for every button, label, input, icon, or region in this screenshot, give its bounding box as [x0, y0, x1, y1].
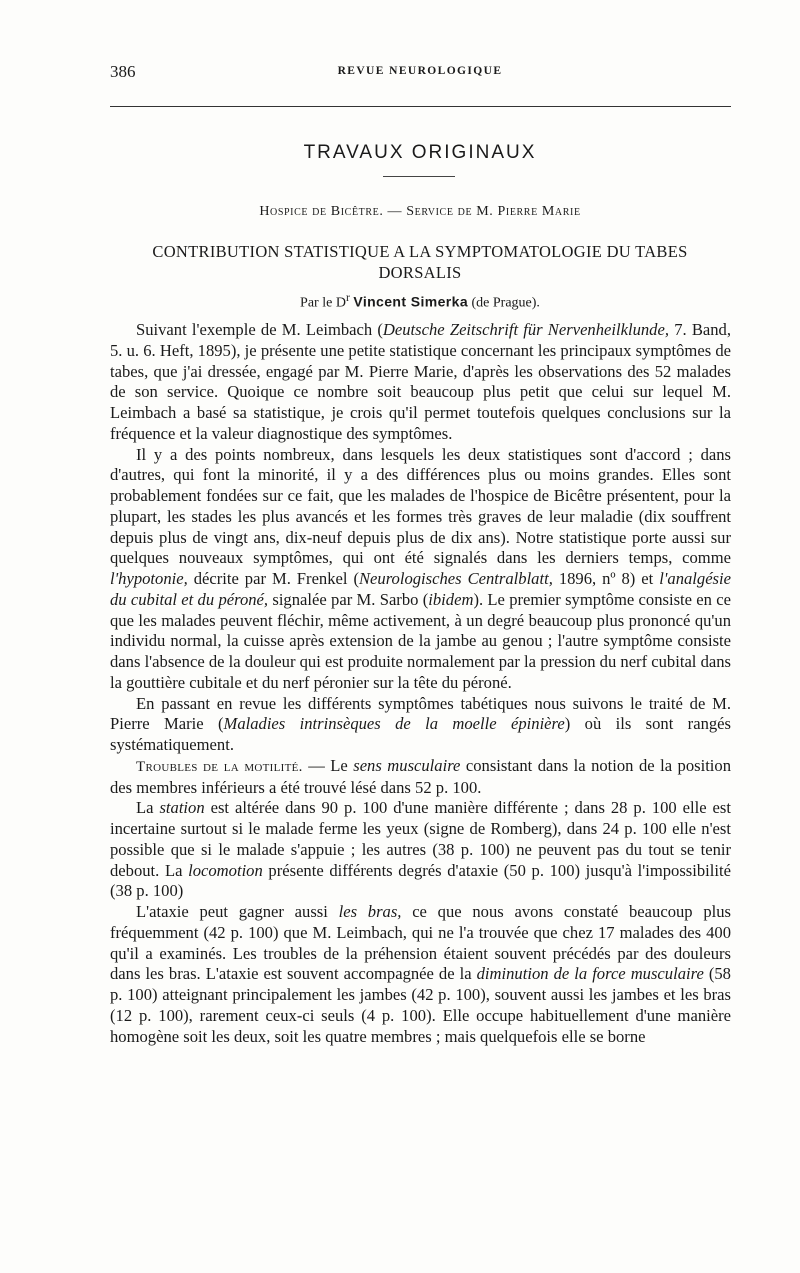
header-rule: [110, 106, 731, 107]
article-title-line-1: CONTRIBUTION STATISTIQUE A LA SYMPTOMATOLOGIE DU TABES: [152, 242, 688, 261]
section-title: TRAVAUX ORIGINAUX: [303, 142, 537, 163]
paragraph-text: L'ataxie peut gagner aussi: [136, 902, 339, 921]
byline-sup: r: [345, 291, 350, 304]
paragraph-text: La: [136, 798, 160, 818]
paragraph-text: présente différents degrés d'ataxie (50 p. 100) jusqu'à l'impossibilité (38 p. 100): [110, 860, 731, 901]
paragraph-text: Il y a des points nombreux, dans lesquels les deux statistiques sont d'accord ; dans d'autres, qui font la minorité, il y a des différences plus ou moins grandes. Elles sont probablement fondées sur ce fait, que les malades de l'hospice de Bicêtre présentent, pour la plupart, les stades les plus avancés et les formes très graves de leur maladie (dix souffrent depuis plus de vingt ans, dix-neuf depuis plus de dix ans). Notre statistique porte aussi sur quelques nouveaux symptômes, qui ont été signalés dans les derniers temps, comme: [110, 444, 731, 568]
author-name: Vincent Simerka: [353, 293, 469, 310]
body-paragraph: [110, 798, 731, 902]
paragraph-text: décrite par M. Frenkel (: [187, 569, 359, 588]
body-paragraph: [110, 320, 731, 445]
paragraph-text: ) où ils sont rangés systématiquement.: [110, 714, 731, 754]
paragraph-text: ). Le premier symptôme consiste en ce que les malades peuvent fléchir, même activement, à un degré beaucoup plus prononcé qu'un individu normal, la cuisse après extension de la jambe au genou ; l'autre symptôme consiste dans l'absence de la douleur qui est produite normalement par la pression du nerf cubital dans la gouttière cubitale et du nerf péronier sur la tête du péroné.: [110, 589, 731, 692]
italic-text: locomotion: [188, 860, 263, 880]
article-title: [110, 241, 730, 283]
body-paragraph: [110, 902, 731, 1047]
italic-text: ibidem: [428, 589, 474, 609]
paragraph-text: signalée par M. Sarbo (: [268, 589, 429, 609]
paragraph-text: — Le: [302, 755, 354, 775]
italic-text: Deutsche Zeitschrift für Nervenheilklunde,: [382, 320, 669, 339]
italic-text: l'analgésie du cubital et du péroné,: [110, 569, 731, 609]
article-title-line-2: DORSALIS: [378, 263, 462, 282]
body-paragraph: [110, 445, 731, 694]
paragraph-text: En passant en revue les différents symptômes tabétiques nous suivons le traité de M. Pierre Marie (: [110, 693, 731, 734]
author-affiliation: (de Prague).: [471, 295, 540, 311]
institution-line: Hospice de Bicêtre. — Service de M. Pierre Marie: [259, 204, 581, 219]
italic-text: station: [159, 798, 205, 818]
page-header: [110, 62, 730, 86]
subsection-heading: Troubles de la motilité.: [136, 758, 303, 775]
byline: [110, 291, 730, 312]
title-rule: [383, 176, 455, 177]
italic-text: Neurologisches Centralblatt,: [358, 569, 553, 588]
paragraph-text: 1896, nº 8) et: [552, 569, 660, 588]
byline-prefix: Par le D: [300, 295, 346, 311]
body-paragraph: [110, 694, 731, 756]
paragraph-text: (58 p. 100) atteignant principalement les jambes (42 p. 100), souvent aussi les jambes et les bras (12 p. 100), rarement ceux-ci seuls (4 p. 100). Elle occupe habituellement d'une manière homogène soit les deux, soit les quatre membres ; mais quelquefois elle se borne: [110, 964, 731, 1046]
italic-text: sens musculaire: [353, 755, 461, 775]
italic-text: les bras,: [338, 902, 402, 921]
italic-text: diminution de la force musculaire: [476, 964, 704, 984]
article-body: [110, 320, 731, 1047]
page-number: 386: [110, 62, 136, 81]
paragraph-text: consistant dans la notion de la position des membres inférieurs a été trouvé lésé dans 52 p. 100.: [110, 755, 732, 797]
paragraph-text: 7. Band, 5. u. 6. Heft, 1895), je présente une petite statistique concernant les principaux symptômes de tabes, que j'ai dressée, engagé par M. Pierre Marie, d'après les observations des 52 malades de son service. Quoique ce nombre soit beaucoup plus petit que celui sur lequel M. Leimbach a basé sa statistique, je crois qu'il permet toutefois quelques conclusions sur la fréquence et la valeur diagnostique des symptômes.: [110, 320, 732, 443]
italic-text: Maladies intrinsèques de la moelle épinière: [223, 714, 565, 734]
running-head: REVUE NEUROLOGIQUE: [337, 65, 503, 77]
italic-text: l'hypotonie,: [110, 569, 188, 588]
paragraph-text: Suivant l'exemple de M. Leimbach (: [136, 320, 383, 339]
body-paragraph: [110, 756, 731, 799]
paragraph-text: ce que nous avons constaté beaucoup plus fréquemment (42 p. 100) que M. Leimbach, qui ne l'a trouvée que chez 17 malades des 400 qu'il a examinés. Les troubles de la préhension étaient souvent précédés par des douleurs dans les bras. L'ataxie est souvent accompagnée de la: [110, 902, 731, 984]
paragraph-text: est altérée dans 90 p. 100 d'une manière différente ; dans 28 p. 100 elle est incertaine surtout si le malade ferme les yeux (signe de Romberg), dans 24 p. 100 elle n'est possible que si le malade s'appuie ; les autres (38 p. 100) ne peuvent pas du tout se tenir debout. La: [110, 798, 731, 880]
